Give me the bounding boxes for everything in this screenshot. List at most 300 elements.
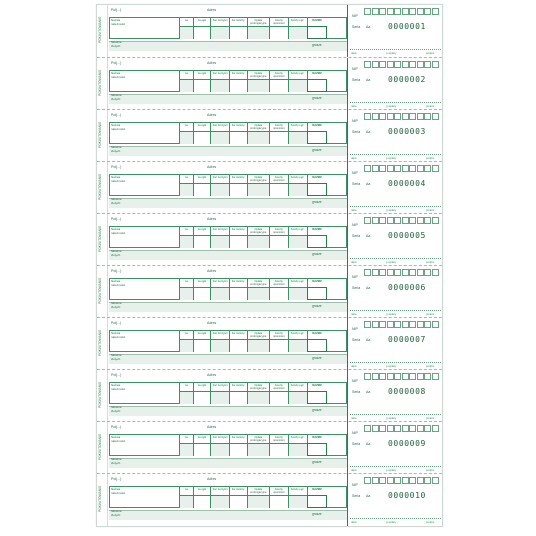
nip-digit-box[interactable] [372,321,379,328]
total-amount-field[interactable] [307,287,327,300]
nip-digit-box[interactable] [417,8,424,15]
nip-grid[interactable] [364,477,439,484]
total-amount-field[interactable] [307,79,327,92]
nip-digit-box[interactable] [402,269,409,276]
fee-header-5: Koszty upomnień [269,226,288,235]
total-amount-field[interactable] [307,131,327,144]
fee-header-3: Za zwrotny [229,70,247,79]
nip-digit-box[interactable] [424,8,431,15]
nip-digit-box[interactable] [394,269,401,276]
amount-words-line-2: złotych [111,304,121,309]
fee-header-2: Kar. korzyści [210,70,229,79]
fee-amount-field[interactable] [210,79,229,92]
payer-label: Pol(...) [111,217,122,221]
fee-amount-field[interactable] [229,287,247,300]
fee-amount-field[interactable] [179,391,193,404]
fee-header-6: Koszty egz. [288,486,307,495]
fee-amount-field[interactable] [210,287,229,300]
nip-digit-box[interactable] [417,321,424,328]
receipt-number: 0000005 [388,231,426,240]
fee-amount-field[interactable] [210,183,229,196]
item-name-label [109,122,169,133]
fee-amount-field[interactable] [179,183,193,196]
series-label: Seria [352,286,361,290]
receipt-stub [347,58,443,110]
item-name-line-1: Nazwa [111,383,121,387]
fee-amount-field[interactable] [288,183,307,196]
nip-digit-box[interactable] [424,425,431,432]
nip-digit-box[interactable] [387,269,394,276]
nip-digit-box[interactable] [379,8,386,15]
nip-digit-box[interactable] [409,269,416,276]
nip-digit-box[interactable] [379,113,386,120]
nip-digit-box[interactable] [364,425,371,432]
receipt-stub [347,162,443,214]
payment-label: p.wpłaty [386,520,397,524]
item-name-label [109,382,169,393]
total-amount-field[interactable] [307,339,327,352]
address-label: Adres [207,269,217,273]
fee-amount-field[interactable] [269,391,288,404]
fee-header-3: Za zwrotny [229,122,247,131]
fee-amount-field[interactable] [288,339,307,352]
nip-digit-box[interactable] [387,321,394,328]
payment-label: p.wpłaty [386,416,397,420]
signature-label: podpis [426,104,435,108]
address-label: Adres [207,113,217,117]
amount-in-words-label [111,250,122,257]
payer-label: Pol(...) [111,321,122,325]
fee-amount-field[interactable] [229,495,247,508]
amount-words-line-2: złotych [111,512,121,517]
fee-amount-field[interactable] [229,183,247,196]
amount-words-line-1: Słownie [111,405,122,409]
fee-amount-field[interactable] [179,79,193,92]
fee-header-3: Za zwrotny [229,226,247,235]
nip-digit-box[interactable] [424,477,431,484]
item-name-line-2: należności [111,178,126,183]
nip-digit-box[interactable] [402,217,409,224]
fee-amount-field[interactable] [193,183,211,196]
fee-amount-field[interactable] [247,495,270,508]
fee-value-row [179,391,327,404]
fee-amount-field[interactable] [179,287,193,300]
nip-digit-box[interactable] [409,373,416,380]
nip-digit-box[interactable] [379,373,386,380]
signature-line [350,102,441,103]
fee-amount-field[interactable] [210,339,229,352]
fee-amount-field[interactable] [247,391,270,404]
nip-digit-box[interactable] [402,8,409,15]
fee-amount-field[interactable] [269,443,288,456]
nip-digit-box[interactable] [379,321,386,328]
nip-digit-box[interactable] [424,373,431,380]
date-label: data [351,520,357,524]
fee-amount-field[interactable] [210,131,229,144]
stub-label: POKWITOWANIE [98,173,102,201]
fee-amount-field[interactable] [269,79,288,92]
nip-digit-box[interactable] [372,113,379,120]
fee-header-row [179,17,327,26]
receipt-stub [347,266,443,318]
series-value: Aa [366,390,371,394]
item-name-line-1: Nazwa [111,435,121,439]
fee-amount-field[interactable] [193,339,211,352]
nip-digit-box[interactable] [364,373,371,380]
nip-digit-box[interactable] [394,8,401,15]
nip-label: NIP [352,327,358,331]
stub-label: POKWITOWANIE [98,69,102,97]
total-amount-field[interactable] [307,495,327,508]
nip-digit-box[interactable] [364,165,371,172]
date-label: data [351,416,357,420]
nip-digit-box[interactable] [432,477,439,484]
fee-value-row [179,495,327,508]
fee-amount-field[interactable] [247,131,270,144]
fee-amount-field[interactable] [229,131,247,144]
total-amount-field[interactable] [307,26,327,39]
nip-digit-box[interactable] [364,321,371,328]
nip-digit-box[interactable] [394,425,401,432]
fee-amount-field[interactable] [193,131,211,144]
fee-amount-field[interactable] [247,235,270,248]
fee-amount-field[interactable] [229,339,247,352]
nip-grid[interactable] [364,217,439,224]
fee-value-row [179,79,327,92]
stub-strip [97,110,108,162]
nip-digit-box[interactable] [364,217,371,224]
fee-amount-field[interactable] [179,26,193,39]
receipt-number: 0000008 [388,387,426,396]
fee-header-7: RAZEM [307,434,327,443]
fee-amount-field[interactable] [193,287,211,300]
nip-digit-box[interactable] [387,61,394,68]
nip-digit-box[interactable] [409,113,416,120]
nip-digit-box[interactable] [409,165,416,172]
fee-header-row [179,122,327,131]
nip-grid[interactable] [364,269,439,276]
nip-digit-box[interactable] [364,61,371,68]
nip-digit-box[interactable] [394,165,401,172]
nip-digit-box[interactable] [409,477,416,484]
nip-digit-box[interactable] [387,373,394,380]
fee-amount-field[interactable] [269,235,288,248]
fee-amount-field[interactable] [269,183,288,196]
payment-label: p.wpłaty [386,260,397,264]
amount-words-line-1: Słownie [111,249,122,253]
amount-words-line-2: złotych [111,408,121,413]
nip-grid[interactable] [364,425,439,432]
fee-amount-field[interactable] [247,443,270,456]
nip-digit-box[interactable] [379,61,386,68]
nip-label: NIP [352,431,358,435]
nip-digit-box[interactable] [379,425,386,432]
fee-amount-field[interactable] [269,495,288,508]
nip-digit-box[interactable] [372,425,379,432]
item-name-line-1: Nazwa [111,279,121,283]
fee-amount-field[interactable] [247,183,270,196]
nip-digit-box[interactable] [417,217,424,224]
fee-header-0: na [179,70,193,79]
fee-header-7: RAZEM [307,122,327,131]
fee-header-4: Opłata prolongacyjna [247,382,270,391]
series-label: Seria [352,338,361,342]
fee-amount-field[interactable] [210,235,229,248]
nip-digit-box[interactable] [364,477,371,484]
fee-header-7: RAZEM [307,486,327,495]
nip-digit-box[interactable] [432,269,439,276]
fee-amount-field[interactable] [193,26,211,39]
fee-header-4: Opłata prolongacyjna [247,486,270,495]
fee-amount-field[interactable] [269,131,288,144]
date-label: data [351,468,357,472]
fee-amount-field[interactable] [269,287,288,300]
fee-header-1: za ogło [193,226,211,235]
fee-amount-field[interactable] [193,79,211,92]
nip-digit-box[interactable] [402,61,409,68]
fee-amount-field[interactable] [288,131,307,144]
fee-amount-field[interactable] [288,443,307,456]
series-value: Aa [366,234,371,238]
fee-amount-field[interactable] [247,79,270,92]
nip-digit-box[interactable] [402,113,409,120]
fee-header-3: Za zwrotny [229,174,247,183]
fee-header-4: Opłata prolongacyjna [247,174,270,183]
fee-amount-field[interactable] [179,131,193,144]
nip-grid[interactable] [364,61,439,68]
fee-header-5: Koszty upomnień [269,174,288,183]
receipt-number: 0000001 [388,22,426,31]
item-name-line-1: Nazwa [111,331,121,335]
fee-header-3: Za zwrotny [229,434,247,443]
nip-digit-box[interactable] [424,61,431,68]
fee-header-2: Kar. korzyści [210,17,229,26]
nip-digit-box[interactable] [402,321,409,328]
series-label: Seria [352,182,361,186]
payer-label: Pol(...) [111,8,122,12]
nip-grid[interactable] [364,373,439,380]
total-amount-field[interactable] [307,235,327,248]
nip-grid[interactable] [364,165,439,172]
fee-header-6: Koszty egz. [288,226,307,235]
nip-digit-box[interactable] [394,217,401,224]
fee-amount-field[interactable] [229,79,247,92]
nip-digit-box[interactable] [394,113,401,120]
nip-digit-box[interactable] [432,165,439,172]
nip-digit-box[interactable] [394,373,401,380]
fee-header-0: na [179,17,193,26]
nip-digit-box[interactable] [372,477,379,484]
fee-amount-field[interactable] [288,26,307,39]
fee-header-6: Koszty egz. [288,278,307,287]
nip-digit-box[interactable] [372,269,379,276]
nip-digit-box[interactable] [417,61,424,68]
fee-amount-field[interactable] [179,443,193,456]
fee-header-1: za ogło [193,122,211,131]
fee-amount-field[interactable] [193,391,211,404]
fee-amount-field[interactable] [288,287,307,300]
nip-digit-box[interactable] [387,217,394,224]
nip-digit-box[interactable] [417,425,424,432]
fee-header-7: RAZEM [307,278,327,287]
payment-label: p.wpłaty [386,208,397,212]
nip-digit-box[interactable] [402,425,409,432]
fee-header-2: Kar. korzyści [210,330,229,339]
nip-digit-box[interactable] [432,373,439,380]
nip-digit-box[interactable] [372,217,379,224]
fee-amount-field[interactable] [179,495,193,508]
nip-digit-box[interactable] [402,373,409,380]
stub-strip [97,370,108,422]
nip-digit-box[interactable] [379,477,386,484]
fee-amount-field[interactable] [193,443,211,456]
nip-grid[interactable] [364,321,439,328]
nip-digit-box[interactable] [364,113,371,120]
receipt-section [97,317,442,370]
fee-amount-field[interactable] [229,443,247,456]
nip-digit-box[interactable] [424,165,431,172]
receipt-number: 0000006 [388,283,426,292]
total-amount-field[interactable] [307,443,327,456]
nip-digit-box[interactable] [432,61,439,68]
stub-strip [97,58,108,110]
fee-amount-field[interactable] [288,235,307,248]
series-value: Aa [366,78,371,82]
nip-digit-box[interactable] [387,8,394,15]
grosze-label: grosze [312,252,322,256]
fee-amount-field[interactable] [229,235,247,248]
nip-digit-box[interactable] [424,217,431,224]
fee-amount-field[interactable] [247,26,270,39]
nip-digit-box[interactable] [364,8,371,15]
item-name-line-2: należności [111,490,126,495]
nip-digit-box[interactable] [409,217,416,224]
fee-amount-field[interactable] [179,339,193,352]
nip-digit-box[interactable] [432,8,439,15]
fee-amount-field[interactable] [229,26,247,39]
series-label: Seria [352,234,361,238]
nip-digit-box[interactable] [417,165,424,172]
amount-in-words-label [111,94,122,101]
nip-digit-box[interactable] [387,425,394,432]
nip-grid[interactable] [364,113,439,120]
payer-label: Pol(...) [111,165,122,169]
amount-in-words-label [111,146,122,153]
nip-digit-box[interactable] [432,217,439,224]
nip-digit-box[interactable] [387,165,394,172]
amount-in-words-label [111,198,122,205]
receipt-number: 0000003 [388,127,426,136]
nip-grid[interactable] [364,8,439,15]
fee-header-0: na [179,278,193,287]
nip-digit-box[interactable] [424,113,431,120]
nip-digit-box[interactable] [387,113,394,120]
fee-amount-field[interactable] [247,287,270,300]
nip-digit-box[interactable] [417,373,424,380]
nip-digit-box[interactable] [409,8,416,15]
nip-digit-box[interactable] [387,477,394,484]
nip-digit-box[interactable] [379,217,386,224]
nip-digit-box[interactable] [432,113,439,120]
stub-label: POKWITOWANIE [98,225,102,253]
nip-digit-box[interactable] [424,321,431,328]
nip-digit-box[interactable] [417,477,424,484]
nip-digit-box[interactable] [372,165,379,172]
signature-label: podpis [426,208,435,212]
fee-header-0: na [179,122,193,131]
fee-amount-field[interactable] [288,79,307,92]
fee-amount-field[interactable] [269,339,288,352]
total-amount-field[interactable] [307,391,327,404]
nip-digit-box[interactable] [402,477,409,484]
nip-digit-box[interactable] [372,61,379,68]
fee-amount-field[interactable] [193,495,211,508]
series-value: Aa [366,442,371,446]
nip-digit-box[interactable] [409,61,416,68]
fee-header-3: Za zwrotny [229,17,247,26]
payer-label: Pol(...) [111,113,122,117]
series-value: Aa [366,25,371,29]
fee-amount-field[interactable] [210,26,229,39]
grosze-label: grosze [312,148,322,152]
fee-amount-field[interactable] [229,391,247,404]
fee-header-5: Koszty upomnień [269,330,288,339]
fee-amount-field[interactable] [269,26,288,39]
fee-amount-field[interactable] [210,391,229,404]
signature-label: podpis [426,416,435,420]
nip-digit-box[interactable] [432,425,439,432]
nip-digit-box[interactable] [409,425,416,432]
nip-digit-box[interactable] [394,477,401,484]
nip-digit-box[interactable] [394,61,401,68]
nip-digit-box[interactable] [379,165,386,172]
fee-header-row [179,174,327,183]
date-label: data [351,208,357,212]
date-label: data [351,260,357,264]
nip-digit-box[interactable] [432,321,439,328]
nip-digit-box[interactable] [417,113,424,120]
fee-amount-field[interactable] [288,495,307,508]
signature-label: podpis [426,364,435,368]
nip-digit-box[interactable] [379,269,386,276]
nip-digit-box[interactable] [424,269,431,276]
total-amount-field[interactable] [307,183,327,196]
fee-amount-field[interactable] [247,339,270,352]
fee-amount-field[interactable] [179,235,193,248]
nip-digit-box[interactable] [409,321,416,328]
series-value: Aa [366,182,371,186]
fee-header-5: Koszty upomnień [269,278,288,287]
amount-words-line-1: Słownie [111,145,122,149]
fee-header-7: RAZEM [307,174,327,183]
item-name-line-2: należności [111,386,126,391]
signature-line [350,362,441,363]
nip-digit-box[interactable] [372,373,379,380]
fee-header-2: Kar. korzyści [210,122,229,131]
fee-amount-field[interactable] [210,495,229,508]
signature-line [350,310,441,311]
fee-amount-field[interactable] [193,235,211,248]
fee-header-3: Za zwrotny [229,278,247,287]
nip-digit-box[interactable] [372,8,379,15]
nip-digit-box[interactable] [402,165,409,172]
nip-digit-box[interactable] [394,321,401,328]
nip-digit-box[interactable] [417,269,424,276]
receipt-section [97,473,442,526]
fee-amount-field[interactable] [288,391,307,404]
nip-digit-box[interactable] [364,269,371,276]
fee-amount-field[interactable] [210,443,229,456]
